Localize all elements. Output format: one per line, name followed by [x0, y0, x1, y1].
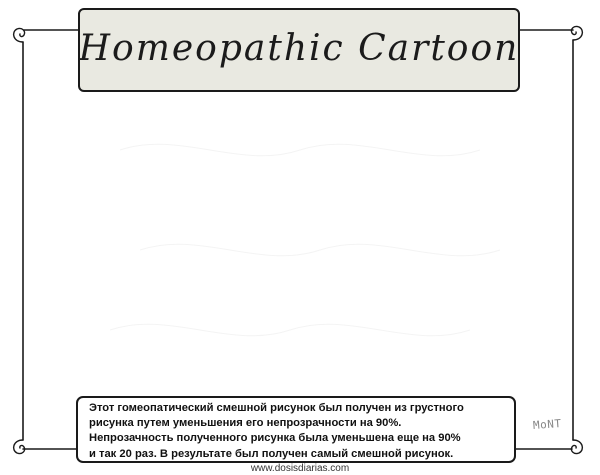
caption-box [76, 396, 516, 463]
title-banner [78, 8, 520, 92]
corner-curl-bottom-left [14, 440, 25, 454]
faded-drawing [110, 144, 500, 336]
caption-line: Этот гомеопатический смешной рисунок был получен из грустного [89, 402, 464, 414]
caption-line: и так 20 раз. В результате был получен самый смешной рисунок. [89, 447, 454, 460]
corner-curl-bottom-right [571, 440, 582, 454]
corner-curl-top-right [571, 26, 582, 40]
artist-signature: MoNT [532, 417, 562, 432]
footer-url: www.dosisdiarias.com [250, 463, 350, 474]
comic-title: Homeopathic Cartoon [78, 27, 520, 69]
caption-line: рисунка путем уменьшения его непрозрачности на 90%. [89, 417, 402, 430]
caption-line: Непрозачность полученного рисунка была уменьшена еще на 90% [89, 432, 461, 445]
corner-curl-top-left [14, 28, 25, 42]
